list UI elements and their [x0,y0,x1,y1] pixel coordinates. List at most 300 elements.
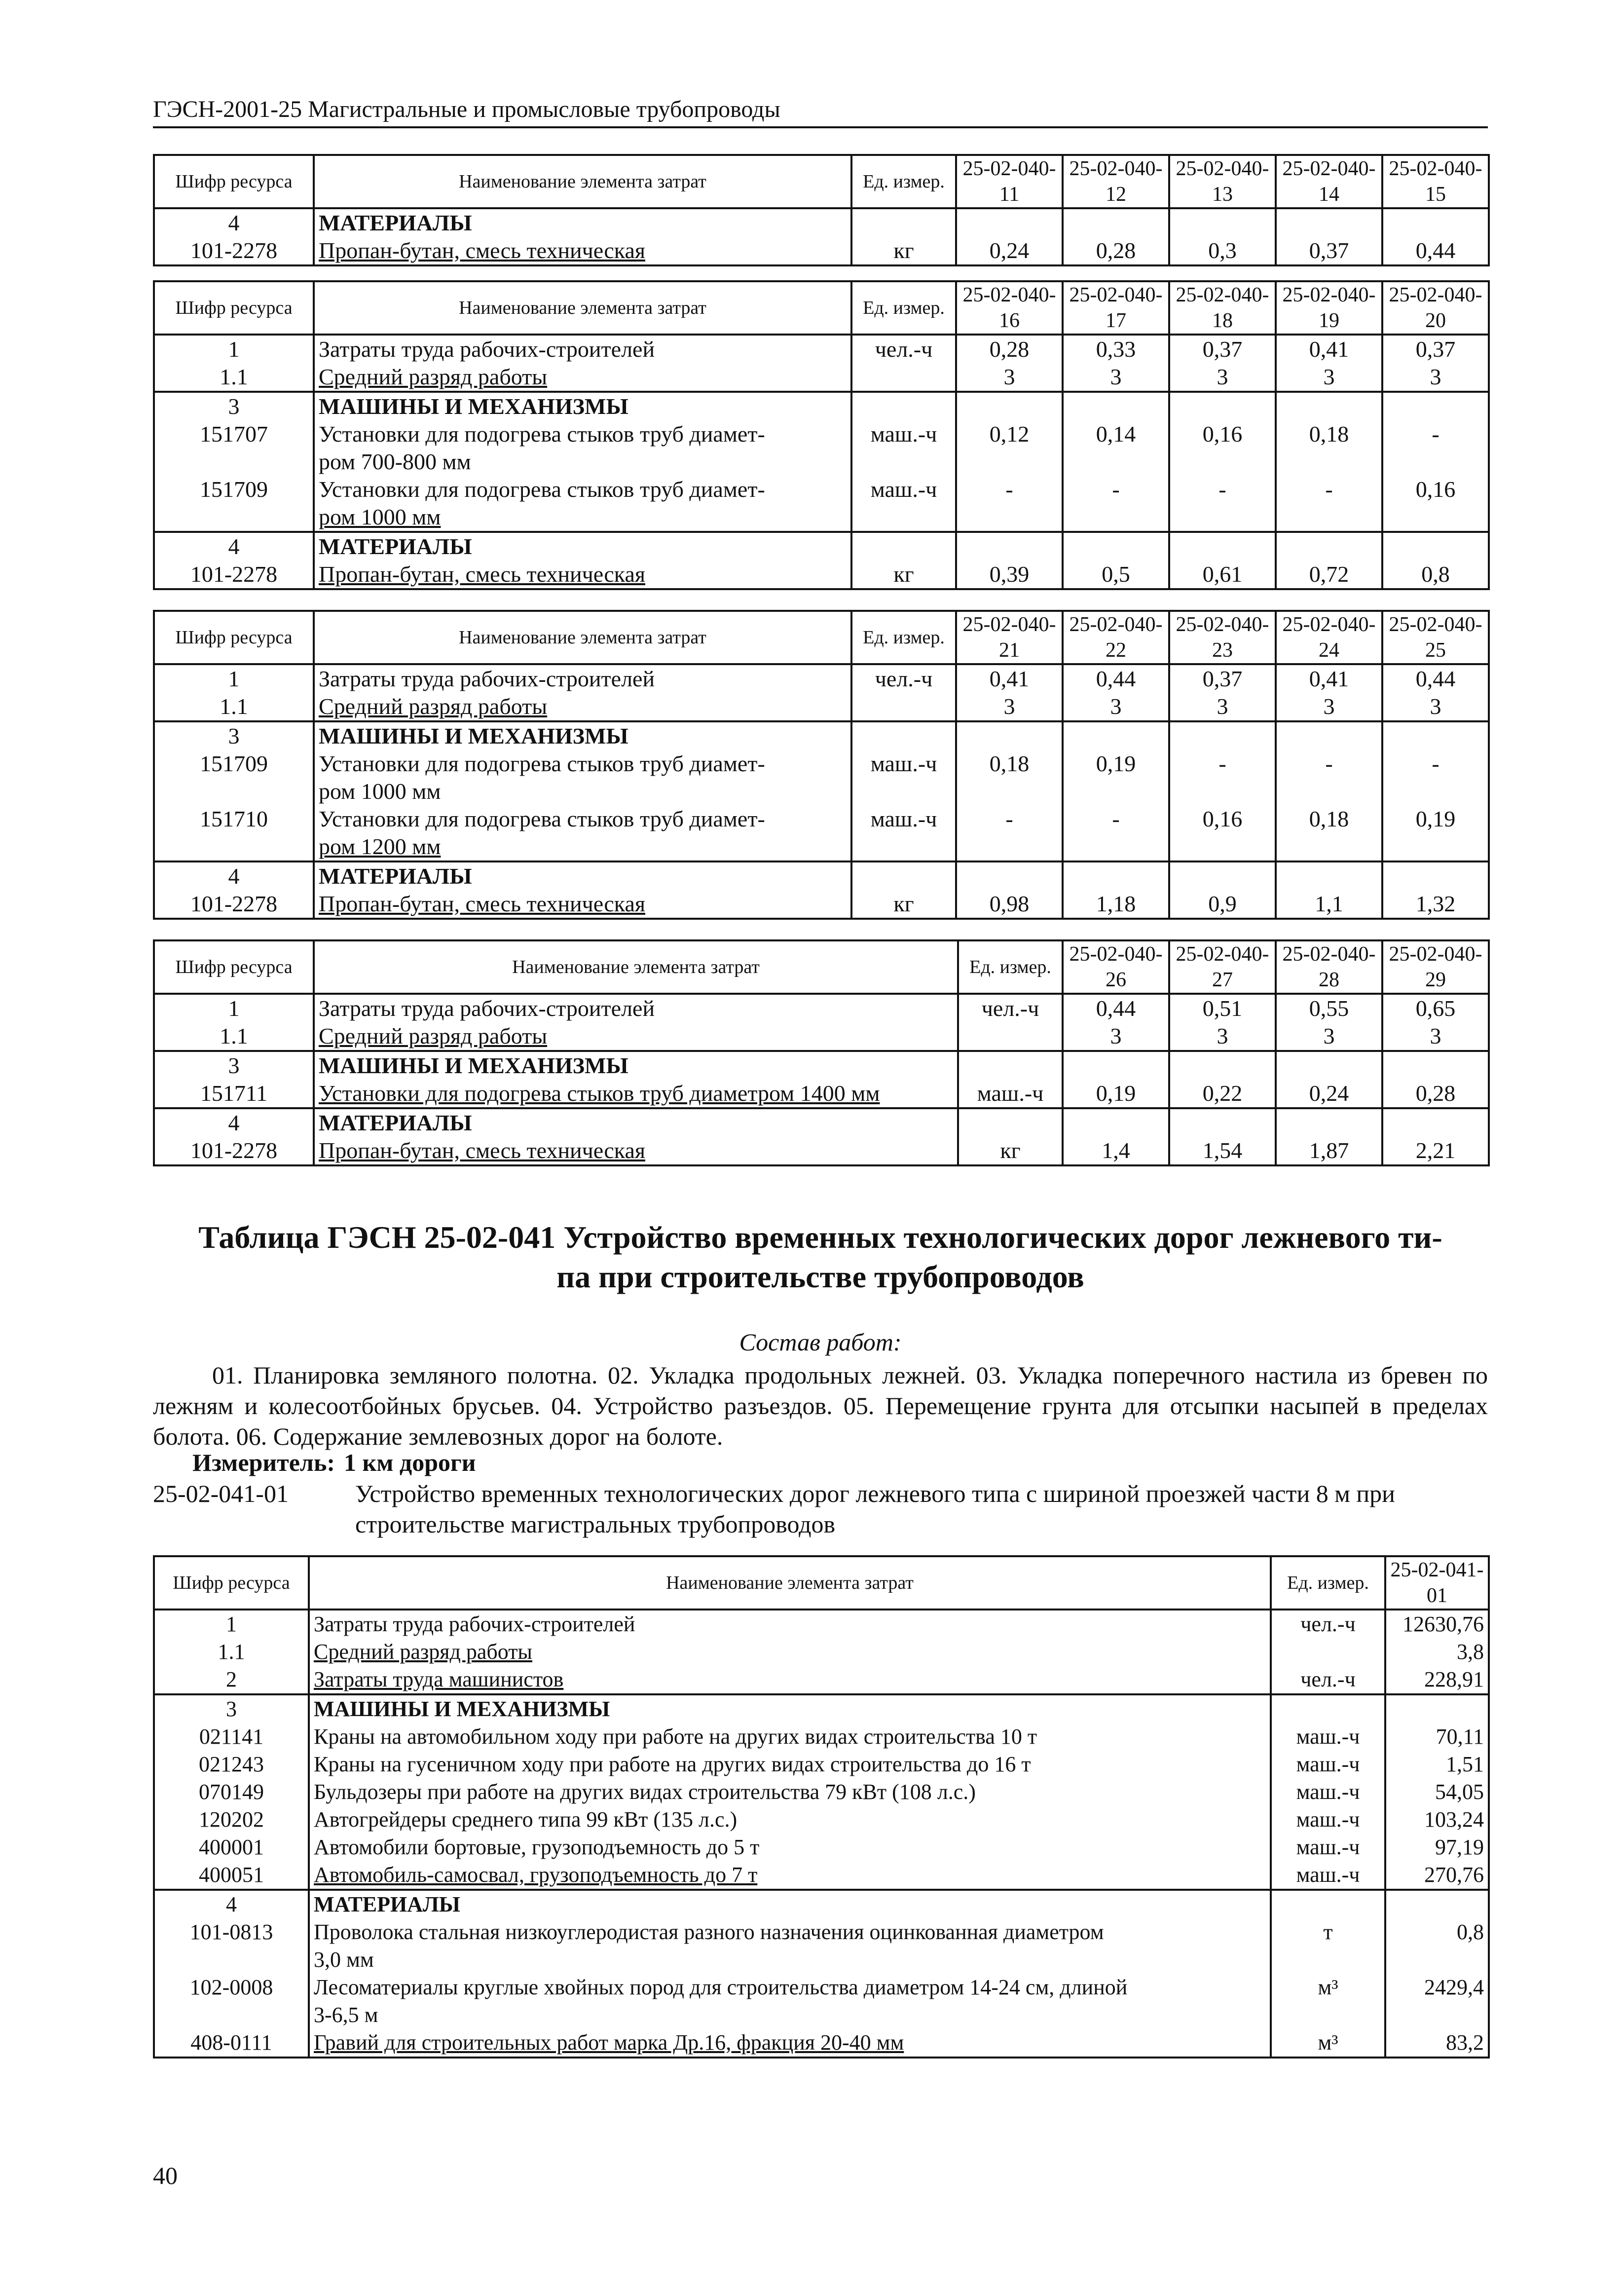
table-row [154,1723,1489,1751]
cell-value [1169,448,1276,476]
cell-name: Установки для подогрева стыков труб диамет- [314,750,851,778]
cell-code: 151710 [154,805,314,833]
cell-value: 0,24 [1276,1080,1382,1108]
cell-value: - [1382,750,1489,778]
cell-unit: маш.-ч [958,1080,1063,1108]
table-row [154,561,1489,589]
cell-value [1276,208,1382,237]
cell-value: 1,87 [1276,1137,1382,1165]
col-header-code: Шифр ресурса [154,611,314,664]
cell-value: 0,28 [1382,1080,1489,1108]
cell-code: 101-2278 [154,561,314,589]
table-row [154,1946,1489,1974]
cell-value: 3 [1063,693,1169,721]
cell-value: - [1169,476,1276,503]
cell-code: 151709 [154,750,314,778]
cell-value: 0,16 [1169,805,1276,833]
col-header-norm-code: 25-02-040-24 [1276,611,1382,664]
cell-code: 101-2278 [154,1137,314,1165]
cell-value [1385,2001,1489,2029]
table-row [154,1022,1489,1051]
cell-code: 021243 [154,1751,309,1778]
cell-unit: чел.-ч [1271,1609,1385,1638]
cell-value: 0,24 [956,237,1063,265]
table-row [154,208,1489,237]
cell-code: 1 [154,335,314,363]
cell-value [1169,721,1276,750]
col-header-norm-code: 25-02-040-29 [1382,940,1489,994]
section-title [153,1218,1488,1297]
cell-unit [851,503,956,532]
cell-name: МАТЕРИАЛЫ [309,1890,1271,1918]
cell-name: МАШИНЫ И МЕХАНИЗМЫ [314,721,851,750]
cell-value: 0,44 [1063,994,1169,1022]
cell-name: Пропан-бутан, смесь техническая [314,890,851,919]
cell-code: 3 [154,1051,314,1080]
cell-value [1063,532,1169,561]
cell-code: 101-2278 [154,237,314,265]
cell-value: 0,19 [1063,750,1169,778]
table-body [154,994,1489,1165]
table-row [154,237,1489,265]
cell-value [1276,1051,1382,1080]
table-row [154,448,1489,476]
table-row [154,750,1489,778]
cell-value: 0,18 [956,750,1063,778]
table-header-row [154,281,1489,335]
cell-value: 0,9 [1169,890,1276,919]
cell-value: 1,51 [1385,1751,1489,1778]
cell-name: Затраты труда рабочих-строителей [314,994,958,1022]
cell-code: 101-2278 [154,890,314,919]
cell-code: 151707 [154,420,314,448]
cell-value: 0,44 [1382,664,1489,693]
cell-value [1169,1108,1276,1137]
cell-unit [851,778,956,805]
cell-code: 4 [154,861,314,890]
cell-value [1382,721,1489,750]
cell-name: ром 1200 мм [314,833,851,861]
cell-name: Установки для подогрева стыков труб диамет- [314,476,851,503]
cell-value: 3 [1382,1022,1489,1051]
cell-value: 0,8 [1382,561,1489,589]
cell-value: 0,33 [1063,335,1169,363]
cell-value: 0,37 [1276,237,1382,265]
cell-unit: т [1271,1918,1385,1946]
cell-value [1382,392,1489,420]
cell-value: 0,28 [1063,237,1169,265]
cell-value: 0,51 [1169,994,1276,1022]
cell-name: Краны на гусеничном ходу при работе на других видах строительства до 16 т [309,1751,1271,1778]
table-row [154,1806,1489,1834]
cell-value [956,532,1063,561]
cell-value: 0,22 [1169,1080,1276,1108]
cell-value: - [1063,805,1169,833]
cell-value: 3 [1063,1022,1169,1051]
table-row [154,2029,1489,2058]
cell-value [1169,503,1276,532]
norm-item [153,1478,1488,1539]
cell-name: Затраты труда рабочих-строителей [314,335,851,363]
cell-unit [1271,1946,1385,1974]
cell-value: - [1169,750,1276,778]
cell-value: 54,05 [1385,1778,1489,1806]
cell-name: Краны на автомобильном ходу при работе на других видах строительства 10 т [309,1723,1271,1751]
cell-value: 1,1 [1276,890,1382,919]
table-row [154,1834,1489,1861]
cell-name: Установки для подогрева стыков труб диамет- [314,805,851,833]
cell-value [1382,778,1489,805]
cell-name: Средний разряд работы [314,363,851,392]
cell-unit [851,721,956,750]
table-body [154,208,1489,265]
table-row [154,1890,1489,1918]
work-composition-label: Состав работ: [739,1328,902,1356]
cell-name: Автомобиль-самосвал, грузоподъемность до 7 т [309,1861,1271,1890]
cell-value [1063,1108,1169,1137]
col-header-name: Наименование элемента затрат [314,940,958,994]
cell-name: Пропан-бутан, смесь техническая [314,561,851,589]
cell-name: МАШИНЫ И МЕХАНИЗМЫ [314,1051,958,1080]
cell-unit [958,1022,1063,1051]
cell-name: ром 700-800 мм [314,448,851,476]
cell-value [1169,833,1276,861]
cell-value [1382,503,1489,532]
cell-unit: кг [851,561,956,589]
cell-value: 0,37 [1169,335,1276,363]
cell-unit [958,1108,1063,1137]
cell-value: 0,3 [1169,237,1276,265]
cell-value: 0,18 [1276,420,1382,448]
cell-unit [1271,2001,1385,2029]
resource-table-1 [153,154,1490,266]
cell-unit: маш.-ч [851,420,956,448]
cell-name: Затраты труда машинистов [309,1666,1271,1694]
table-row [154,1974,1489,2001]
cell-code: 408-0111 [154,2029,309,2058]
table-row [154,1638,1489,1666]
cell-value: 0,18 [1276,805,1382,833]
cell-unit [851,208,956,237]
cell-code: 1 [154,664,314,693]
table-row [154,833,1489,861]
cell-code: 151709 [154,476,314,503]
page-number: 40 [153,2162,178,2189]
cell-value: 0,72 [1276,561,1382,589]
table-row [154,1609,1489,1638]
col-header-code: Шифр ресурса [154,1556,309,1609]
cell-name: Автогрейдеры среднего типа 99 кВт (135 л.с.) [309,1806,1271,1834]
cell-unit: маш.-ч [851,805,956,833]
cell-value: 0,16 [1382,476,1489,503]
cell-name: Средний разряд работы [314,693,851,721]
cell-value [956,721,1063,750]
cell-value: 3 [956,693,1063,721]
cell-value: 0,61 [1169,561,1276,589]
cell-value: 103,24 [1385,1806,1489,1834]
cell-value: 3 [1169,363,1276,392]
cell-name: Средний разряд работы [309,1638,1271,1666]
cell-value: 0,41 [1276,335,1382,363]
work-composition-text: 01. Планировка земляного полотна. 02. Укладка продольных лежней. 03. Укладка поперечного настила из бревен по лежням и колесоотбойных брусьев. 04. Устройство разъездов. 05. Перемещение грунта для отсыпки насыпей в пределах болота. 06. Содержание землевозных дорог на болоте. [153,1361,1488,1450]
cell-value: 3 [1169,1022,1276,1051]
cell-value [1063,1051,1169,1080]
cell-code: 4 [154,1108,314,1137]
cell-unit: маш.-ч [1271,1723,1385,1751]
cell-name: Установки для подогрева стыков труб диамет- [314,420,851,448]
col-header-norm-code: 25-02-041-01 [1385,1556,1489,1609]
cell-value [1382,448,1489,476]
cell-value [956,503,1063,532]
measure-line [192,1448,476,1477]
cell-unit: чел.-ч [1271,1666,1385,1694]
cell-unit: маш.-ч [851,750,956,778]
col-header-unit: Ед. измер. [851,611,956,664]
table-row [154,1080,1489,1108]
cell-value: 0,19 [1382,805,1489,833]
col-header-unit: Ед. измер. [851,281,956,335]
cell-value: 3 [1276,363,1382,392]
cell-unit [851,693,956,721]
cell-unit [1271,1890,1385,1918]
norm-item-code: 25-02-041-01 [153,1480,289,1507]
col-header-norm-code: 25-02-040-22 [1063,611,1169,664]
cell-value: 0,37 [1382,335,1489,363]
cell-value [1169,208,1276,237]
cell-name: 3-6,5 м [309,2001,1271,2029]
table-row [154,335,1489,363]
table-body [154,335,1489,589]
page-header: ГЭСН-2001-25 Магистральные и промысловые трубопроводы [153,95,1488,128]
cell-name: Автомобили бортовые, грузоподъемность до 5 т [309,1834,1271,1861]
cell-value [1385,1694,1489,1723]
section-title-line-2: па при строительстве трубопроводов [556,1259,1084,1294]
table-row [154,1137,1489,1165]
cell-value: 0,44 [1063,664,1169,693]
cell-name: МАТЕРИАЛЫ [314,532,851,561]
col-header-norm-code: 25-02-040-11 [956,155,1063,208]
col-header-norm-code: 25-02-040-28 [1276,940,1382,994]
cell-value [1276,721,1382,750]
cell-value [956,778,1063,805]
cell-value: 3 [956,363,1063,392]
cell-code: 1.1 [154,363,314,392]
cell-value: - [1276,750,1382,778]
cell-value [1063,448,1169,476]
cell-code: 101-0813 [154,1918,309,1946]
cell-value: 0,41 [1276,664,1382,693]
cell-value: 0,55 [1276,994,1382,1022]
cell-code: 151711 [154,1080,314,1108]
cell-code: 3 [154,392,314,420]
cell-name: Пропан-бутан, смесь техническая [314,1137,958,1165]
cell-value [1169,1051,1276,1080]
cell-value: 1,32 [1382,890,1489,919]
cell-code: 021141 [154,1723,309,1751]
table-row [154,693,1489,721]
cell-value [956,833,1063,861]
cell-value [1063,833,1169,861]
cell-value: 3 [1276,693,1382,721]
cell-value: 270,76 [1385,1861,1489,1890]
cell-value: 228,91 [1385,1666,1489,1694]
table-header-row [154,155,1489,208]
cell-unit: м³ [1271,1974,1385,2001]
cell-unit [1271,1638,1385,1666]
cell-unit [958,1051,1063,1080]
cell-name: Затраты труда рабочих-строителей [314,664,851,693]
table-row [154,1108,1489,1137]
table-row [154,1051,1489,1080]
col-header-name: Наименование элемента затрат [309,1556,1271,1609]
cell-name: Затраты труда рабочих-строителей [309,1609,1271,1638]
cell-unit [851,532,956,561]
cell-code: 1 [154,994,314,1022]
cell-value [1382,1108,1489,1137]
cell-code: 2 [154,1666,309,1694]
cell-unit: маш.-ч [1271,1834,1385,1861]
cell-value [1276,1108,1382,1137]
cell-value [956,208,1063,237]
table-row [154,721,1489,750]
table-header-row [154,1556,1489,1609]
col-header-name: Наименование элемента затрат [314,155,851,208]
cell-value [1276,448,1382,476]
cell-value [1382,833,1489,861]
cell-value [1276,392,1382,420]
cell-value: - [1382,420,1489,448]
cell-unit [1271,1694,1385,1723]
cell-name: Средний разряд работы [314,1022,958,1051]
col-header-norm-code: 25-02-040-13 [1169,155,1276,208]
cell-value: 0,28 [956,335,1063,363]
cell-unit: маш.-ч [1271,1861,1385,1890]
cell-name: Лесоматериалы круглые хвойных пород для строительства диаметром 14-24 см, длиной [309,1974,1271,2001]
col-header-norm-code: 25-02-040-12 [1063,155,1169,208]
cell-unit: чел.-ч [851,335,956,363]
cell-value: 0,37 [1169,664,1276,693]
table-row [154,1918,1489,1946]
cell-value: 3 [1169,693,1276,721]
cell-unit: чел.-ч [958,994,1063,1022]
cell-value [1169,778,1276,805]
resource-table-5 [153,1555,1490,2058]
cell-value [1276,503,1382,532]
col-header-code: Шифр ресурса [154,155,314,208]
cell-name: МАШИНЫ И МЕХАНИЗМЫ [314,392,851,420]
cell-value: 0,16 [1169,420,1276,448]
col-header-name: Наименование элемента затрат [314,611,851,664]
cell-value: 3 [1382,693,1489,721]
cell-code: 3 [154,721,314,750]
cell-code [154,448,314,476]
cell-value: 83,2 [1385,2029,1489,2058]
cell-value [1276,861,1382,890]
cell-value [956,392,1063,420]
cell-value: 0,41 [956,664,1063,693]
table-row [154,994,1489,1022]
cell-value [1063,503,1169,532]
table-row [154,1751,1489,1778]
col-header-norm-code: 25-02-040-17 [1063,281,1169,335]
col-header-name: Наименование элемента затрат [314,281,851,335]
cell-code: 1.1 [154,1638,309,1666]
cell-name: Установки для подогрева стыков труб диаметром 1400 мм [314,1080,958,1108]
cell-name: ром 1000 мм [314,503,851,532]
cell-unit: кг [851,890,956,919]
col-header-norm-code: 25-02-040-21 [956,611,1063,664]
section-title-line-1: Таблица ГЭСН 25-02-041 Устройство временных технологических дорог лежневого ти- [198,1220,1442,1255]
cell-code: 1.1 [154,693,314,721]
table-row [154,1666,1489,1694]
cell-code: 1 [154,1609,309,1638]
cell-name: МАТЕРИАЛЫ [314,1108,958,1137]
table-row [154,420,1489,448]
table-header-row [154,611,1489,664]
cell-value [1382,532,1489,561]
cell-name: Гравий для строительных работ марка Др.16, фракция 20-40 мм [309,2029,1271,2058]
cell-value: 12630,76 [1385,1609,1489,1638]
cell-value: 0,98 [956,890,1063,919]
cell-value: - [1276,476,1382,503]
table-row [154,503,1489,532]
table-row [154,532,1489,561]
col-header-code: Шифр ресурса [154,940,314,994]
cell-code [154,833,314,861]
measure-label: Измеритель: [192,1449,335,1476]
table-header-row [154,940,1489,994]
table-row [154,1694,1489,1723]
col-header-norm-code: 25-02-040-18 [1169,281,1276,335]
cell-code [154,1946,309,1974]
cell-unit [851,363,956,392]
cell-unit: чел.-ч [851,664,956,693]
cell-value: 1,54 [1169,1137,1276,1165]
cell-value: - [956,476,1063,503]
cell-value: 1,18 [1063,890,1169,919]
cell-unit: кг [851,237,956,265]
cell-name: 3,0 мм [309,1946,1271,1974]
cell-value [1169,861,1276,890]
col-header-unit: Ед. измер. [958,940,1063,994]
table-row [154,805,1489,833]
cell-code: 102-0008 [154,1974,309,2001]
cell-value [1385,1890,1489,1918]
cell-unit: м³ [1271,2029,1385,2058]
cell-value [956,448,1063,476]
col-header-norm-code: 25-02-040-19 [1276,281,1382,335]
cell-code: 1.1 [154,1022,314,1051]
cell-code: 4 [154,208,314,237]
cell-value: 0,12 [956,420,1063,448]
resource-table-4 [153,939,1490,1166]
cell-name: Пропан-бутан, смесь техническая [314,237,851,265]
col-header-norm-code: 25-02-040-14 [1276,155,1382,208]
table-body [154,664,1489,919]
cell-value [1169,392,1276,420]
cell-unit: маш.-ч [1271,1778,1385,1806]
cell-code: 120202 [154,1806,309,1834]
col-header-unit: Ед. измер. [851,155,956,208]
cell-value: 0,65 [1382,994,1489,1022]
cell-value [1063,861,1169,890]
cell-value [1063,778,1169,805]
cell-code: 4 [154,1890,309,1918]
cell-value: 2429,4 [1385,1974,1489,2001]
cell-value: 3 [1276,1022,1382,1051]
cell-value: 0,19 [1063,1080,1169,1108]
table-row [154,363,1489,392]
